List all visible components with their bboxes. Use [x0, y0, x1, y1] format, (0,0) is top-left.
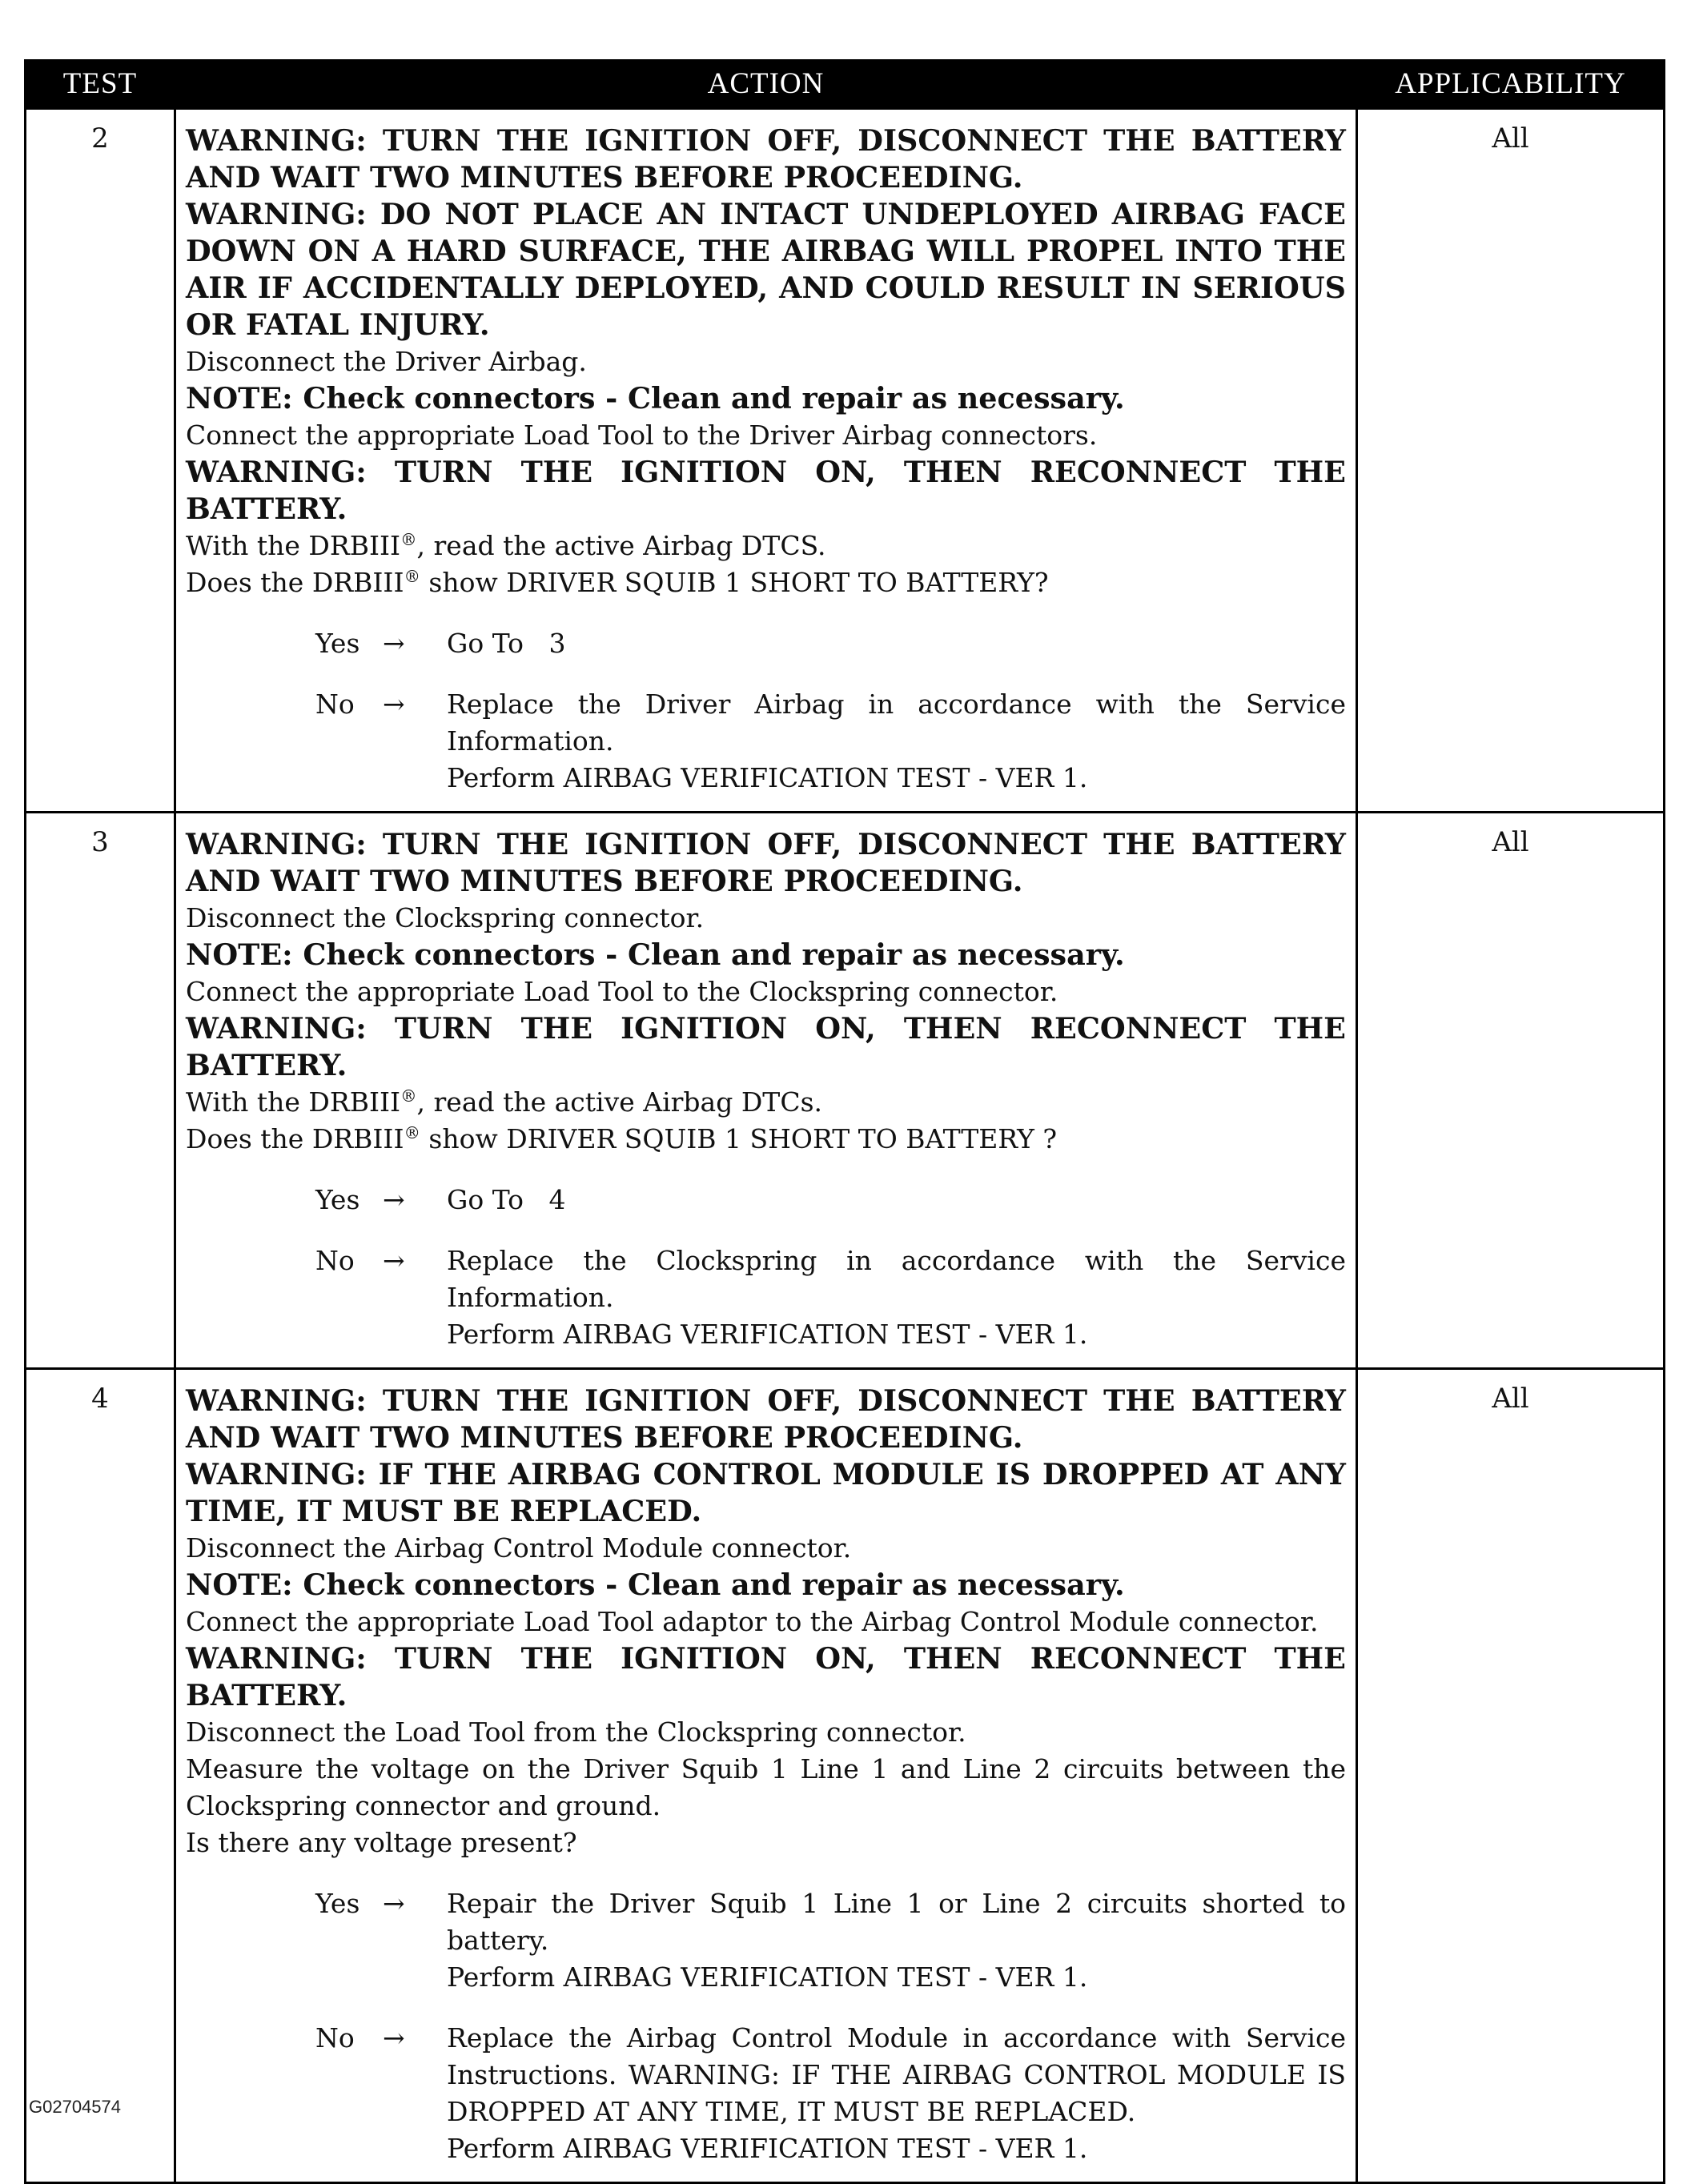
instruction-text: Measure the voltage on the Driver Squib 1 Line 1 and Line 2 circuits between the Clockspring connector and ground. — [186, 1753, 1346, 1821]
question-text: Does the DRBIII® show DRIVER SQUIB 1 SHORT TO BATTERY? — [186, 567, 1049, 598]
response-no — [315, 2020, 1346, 2167]
arrow-right-icon: → — [383, 2022, 405, 2054]
action-cell — [175, 1369, 1357, 2183]
response-line: Repair the Driver Squib 1 Line 1 or Line 2 circuits shorted to battery. — [447, 1888, 1346, 1956]
question-text: Is there any voltage present? — [186, 1827, 577, 1858]
response-label: Yes — [315, 1184, 360, 1215]
warning-text: WARNING: TURN THE IGNITION ON, THEN RECONNECT THE BATTERY. — [186, 455, 1346, 526]
warning-text: WARNING: TURN THE IGNITION OFF, DISCONNECT THE BATTERY AND WAIT TWO MINUTES BEFORE PROCEEDING. — [186, 123, 1346, 195]
arrow-right-icon: → — [383, 1888, 405, 1919]
instruction-text: With the DRBIII®, read the active Airbag DTCS. — [186, 530, 826, 561]
table-header-row — [26, 59, 1665, 109]
action-cell — [175, 813, 1357, 1369]
warning-text: WARNING: TURN THE IGNITION ON, THEN RECONNECT THE BATTERY. — [186, 1011, 1346, 1082]
note-text: NOTE: Check connectors - Clean and repair as necessary. — [186, 381, 1125, 416]
note-text: NOTE: Check connectors - Clean and repair as necessary. — [186, 1568, 1125, 1602]
instruction-text: Disconnect the Load Tool from the Clockspring connector. — [186, 1716, 966, 1748]
warning-text: WARNING: DO NOT PLACE AN INTACT UNDEPLOYED AIRBAG FACE DOWN ON A HARD SURFACE, THE AIRBAG WILL PROPEL INTO THE AIR IF ACCIDENTALLY DEPLOYED, AND COULD RESULT IN SERIOUS OR FATAL INJURY. — [186, 197, 1346, 342]
response-label: No — [315, 1245, 355, 1276]
warning-text: WARNING: TURN THE IGNITION OFF, DISCONNECT THE BATTERY AND WAIT TWO MINUTES BEFORE PROCEEDING. — [186, 1383, 1346, 1455]
test-number: 3 — [26, 813, 175, 1369]
note-text: NOTE: Check connectors - Clean and repair as necessary. — [186, 937, 1125, 972]
instruction-text: Connect the appropriate Load Tool to the Driver Airbag connectors. — [186, 420, 1098, 451]
warning-text: WARNING: TURN THE IGNITION OFF, DISCONNECT THE BATTERY AND WAIT TWO MINUTES BEFORE PROCEEDING. — [186, 827, 1346, 898]
question-text: Does the DRBIII® show DRIVER SQUIB 1 SHORT TO BATTERY ? — [186, 1123, 1058, 1154]
response-line: Perform AIRBAG VERIFICATION TEST - VER 1. — [447, 1961, 1088, 1993]
response-line: Perform AIRBAG VERIFICATION TEST - VER 1. — [447, 762, 1088, 793]
response-body — [447, 2020, 1346, 2167]
arrow-right-icon: → — [383, 628, 405, 659]
response-label: Yes — [315, 628, 360, 659]
instruction-text: Disconnect the Airbag Control Module connector. — [186, 1532, 852, 1564]
header-test: TEST — [26, 59, 175, 109]
test-number: 2 — [26, 109, 175, 813]
applicability-cell: All — [1357, 813, 1665, 1369]
response-body — [447, 1243, 1346, 1353]
applicability-cell: All — [1357, 109, 1665, 813]
response-yes — [315, 625, 1346, 662]
instruction-text: Connect the appropriate Load Tool to the Clockspring connector. — [186, 976, 1058, 1007]
instruction-text: Connect the appropriate Load Tool adaptor to the Airbag Control Module connector. — [186, 1606, 1319, 1637]
arrow-right-icon: → — [383, 689, 405, 720]
response-label: No — [315, 2022, 355, 2054]
instruction-text: Disconnect the Driver Airbag. — [186, 346, 587, 377]
instruction-text: With the DRBIII®, read the active Airbag DTCs. — [186, 1086, 822, 1118]
response-body — [447, 1885, 1346, 1996]
response-yes — [315, 1182, 1346, 1218]
table-row — [26, 813, 1665, 1369]
test-number: 4 — [26, 1369, 175, 2183]
response-yes — [315, 1885, 1346, 1996]
applicability-cell: All — [1357, 1369, 1665, 2183]
figure-code: G02704574 — [29, 2097, 121, 2117]
response-label: Yes — [315, 1888, 360, 1919]
warning-text: WARNING: TURN THE IGNITION ON, THEN RECONNECT THE BATTERY. — [186, 1641, 1346, 1712]
response-line: Perform AIRBAG VERIFICATION TEST - VER 1. — [447, 1319, 1088, 1350]
response-line: Go To 3 — [447, 628, 566, 659]
warning-text: WARNING: IF THE AIRBAG CONTROL MODULE IS DROPPED AT ANY TIME, IT MUST BE REPLACED. — [186, 1457, 1346, 1528]
diagnostic-test-table — [24, 59, 1665, 2184]
instruction-text: Disconnect the Clockspring connector. — [186, 902, 705, 933]
table-row — [26, 1369, 1665, 2183]
header-action: ACTION — [175, 59, 1357, 109]
arrow-right-icon: → — [383, 1184, 405, 1215]
response-body — [447, 625, 1346, 662]
action-cell — [175, 109, 1357, 813]
response-line: Perform AIRBAG VERIFICATION TEST - VER 1. — [447, 2133, 1088, 2164]
response-label: No — [315, 689, 355, 720]
response-line: Replace the Airbag Control Module in accordance with Service Instructions. WARNING: IF THE AIRBAG CONTROL MODULE IS DROPPED AT ANY TIME, IT MUST BE REPLACED. — [447, 2022, 1346, 2127]
header-applicability: APPLICABILITY — [1357, 59, 1665, 109]
response-no — [315, 1243, 1346, 1353]
arrow-right-icon: → — [383, 1245, 405, 1276]
response-line: Replace the Clockspring in accordance with the Service Information. — [447, 1245, 1346, 1313]
response-line: Go To 4 — [447, 1184, 566, 1215]
response-no — [315, 686, 1346, 797]
response-body — [447, 686, 1346, 797]
response-body — [447, 1182, 1346, 1218]
table-row — [26, 109, 1665, 813]
response-line: Replace the Driver Airbag in accordance with the Service Information. — [447, 689, 1346, 757]
